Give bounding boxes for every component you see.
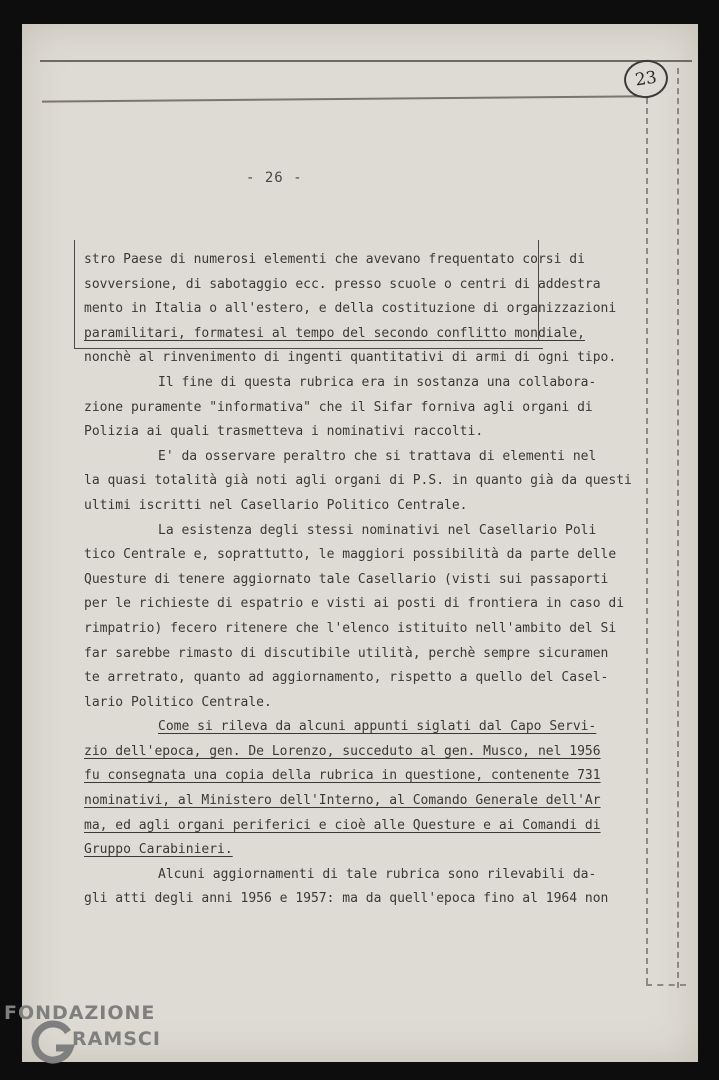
text-line: stro Paese di numerosi elementi che avevano frequentato corsi di [84,252,585,267]
margin-rule-bottom [646,984,686,986]
text-line: Polizia ai quali trasmetteva i nominativi raccolti. [84,424,484,440]
text-line: mento in Italia o all'estero, e della costituzione di organizzazioni [84,301,617,317]
handwritten-page-number: 23 [622,57,671,101]
margin-rule-inner [646,98,648,984]
header-rule [40,60,692,62]
text-line: la quasi totalità già noti agli organi di P.S. in quanto già da questi [84,473,632,489]
text-line: Gruppo Carabinieri. [84,842,233,858]
text-line: Il fine di questa rubrica era in sostanza una collabora- [158,374,597,390]
page-number: - 26 - [246,170,303,186]
watermark-line2: RAMSCI [72,1028,161,1050]
fondazione-gramsci-watermark [4,1002,179,1076]
text-line: rimpatrio) fecero ritenere che l'elenco istituito nell'ambito del Si [84,620,617,636]
text-line: ma, ed agli organi periferici e cioè alle Questure e ai Comandi di [84,817,601,833]
watermark-line1: FONDAZIONE [4,1002,156,1024]
text-line: fu consegnata una copia della rubrica in questione, contenente 731 [84,768,601,784]
text-line: zio dell'epoca, gen. De Lorenzo, succeduto al gen. Musco, nel 1956 [84,743,601,759]
text-line: zione puramente "informativa" che il Sifar forniva agli organi di [84,399,593,415]
text-line: te arretrato, quanto ad aggiornamento, rispetto a quello del Casel- [84,670,609,686]
document-page [22,24,698,1062]
text-line: E' da osservare peraltro che si trattava di elementi nel [158,448,597,464]
text-line: lario Politico Centrale. [84,694,272,710]
text-line: nonchè al rinvenimento di ingenti quantitativi di armi di ogni tipo. [84,350,617,366]
text-line: ultimi iscritti nel Casellario Politico Centrale. [84,497,468,513]
header-rule-lower [42,95,642,102]
text-line: nominativi, al Ministero dell'Interno, al Comando Generale dell'Ar [84,793,601,809]
text-line: far sarebbe rimasto di discutibile utilità, perchè sempre sicuramen [84,645,609,661]
text-line: sovversione, di sabotaggio ecc. presso scuole o centri di addestra [84,276,601,292]
document-body [84,248,632,912]
text-line: per le richieste di espatrio e visti ai posti di frontiera in caso di [84,596,625,612]
text-line: Alcuni aggiornamenti di tale rubrica sono rilevabili da- [158,866,597,882]
text-line: paramilitari, formatesi al tempo del secondo conflitto mondiale, [84,325,585,341]
text-line: La esistenza degli stessi nominativi nel Casellario Poli [158,522,597,538]
margin-rule-outer [677,68,679,988]
text-line: Questure di tenere aggiornato tale Casellario (visti sui passaporti [84,571,609,587]
text-line: tico Centrale e, soprattutto, le maggiori possibilità da parte delle [84,547,617,563]
text-line: gli atti degli anni 1956 e 1957: ma da quell'epoca fino al 1964 non [84,891,609,907]
text-line: Come si rileva da alcuni appunti siglati dal Capo Servi- [158,719,597,735]
gramsci-g-logo-icon [30,1020,76,1066]
